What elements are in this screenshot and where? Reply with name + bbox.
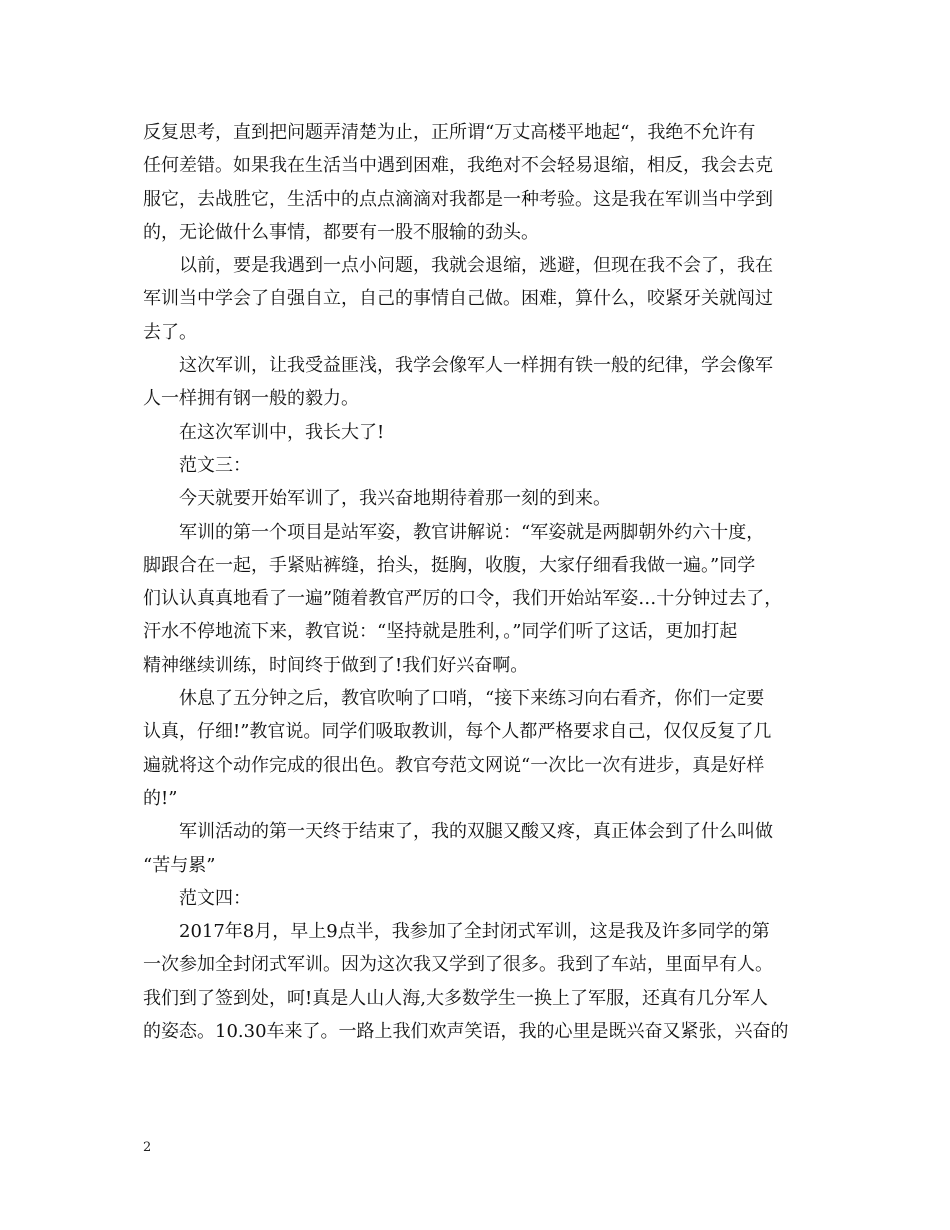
text-line: 遍就将这个动作完成的很出色。教官夸范文网说“一次比一次有进步，真是好样 bbox=[143, 754, 765, 776]
section-heading: 范文四： bbox=[179, 887, 251, 909]
text-line: 的姿态。10.30车来了。一路上我们欢声笑语，我的心里是既兴奋又紧张，兴奋的 bbox=[143, 1021, 789, 1043]
text-line: 2017年8月，早上9点半，我参加了全封闭式军训，这是我及许多同学的第 bbox=[179, 921, 770, 943]
text-line: 的!” bbox=[143, 787, 178, 809]
text-line: 服它，去战胜它，生活中的点点滴滴对我都是一种考验。这是我在军训当中学到 bbox=[143, 188, 773, 210]
page-number: 2 bbox=[143, 1140, 152, 1155]
text-line: 军训的第一个项目是站军姿，教官讲解说：“军姿就是两脚朝外约六十度， bbox=[179, 521, 765, 543]
text-line: 这次军训，让我受益匪浅，我学会像军人一样拥有铁一般的纪律，学会像军 bbox=[179, 355, 773, 377]
text-line: 我们到了签到处，呵!真是人山人海,大多数学生一换上了军服，还真有几分军人 bbox=[143, 987, 768, 1009]
text-line: 以前，要是我遇到一点小问题，我就会退缩，逃避，但现在我不会了，我在 bbox=[179, 255, 773, 277]
text-line: “苦与累” bbox=[143, 854, 216, 876]
text-line: 休息了五分钟之后，教官吹响了口哨，“接下来练习向右看齐，你们一定要 bbox=[179, 688, 765, 710]
text-line: 军训活动的第一天终于结束了，我的双腿又酸又疼，真正体会到了什么叫做 bbox=[179, 821, 773, 843]
document-body bbox=[143, 116, 823, 1048]
text-line: 人一样拥有钢一般的毅力。 bbox=[143, 388, 359, 410]
text-line: 任何差错。如果我在生活当中遇到困难，我绝对不会轻易退缩，相反，我会去克 bbox=[143, 155, 773, 177]
text-line: 汗水不停地流下来，教官说：“坚持就是胜利，。”同学们听了这话，更加打起 bbox=[143, 621, 738, 643]
text-line: 今天就要开始军训了，我兴奋地期待着那一刻的到来。 bbox=[179, 488, 611, 510]
section-heading: 范文三： bbox=[179, 454, 251, 476]
text-line: 去了。 bbox=[143, 321, 197, 343]
text-line: 反复思考，直到把问题弄清楚为止，正所谓“万丈高楼平地起“，我绝不允许有 bbox=[143, 122, 756, 143]
text-line: 们认认真真地看了一遍”随着教官严厉的口令，我们开始站军姿…十分钟过去了， bbox=[143, 588, 783, 610]
text-line: 在这次军训中，我长大了! bbox=[179, 421, 385, 443]
text-line: 军训当中学会了自强自立，自己的事情自己做。困难，算什么，咬紧牙关就闯过 bbox=[143, 288, 773, 310]
text-line: 认真，仔细!”教官说。同学们吸取教训，每个人都严格要求自己，仅仅反复了几 bbox=[143, 721, 772, 743]
text-line: 脚跟合在一起，手紧贴裤缝，抬头，挺胸，收腹，大家仔细看我做一遍。”同学 bbox=[143, 554, 756, 576]
text-line: 一次参加全封闭式军训。因为这次我又学到了很多。我到了车站，里面早有人。 bbox=[143, 954, 773, 976]
text-line: 精神继续训练，时间终于做到了!我们好兴奋啊。 bbox=[143, 654, 529, 676]
text-line: 的，无论做什么事情，都要有一股不服输的劲头。 bbox=[143, 221, 539, 243]
